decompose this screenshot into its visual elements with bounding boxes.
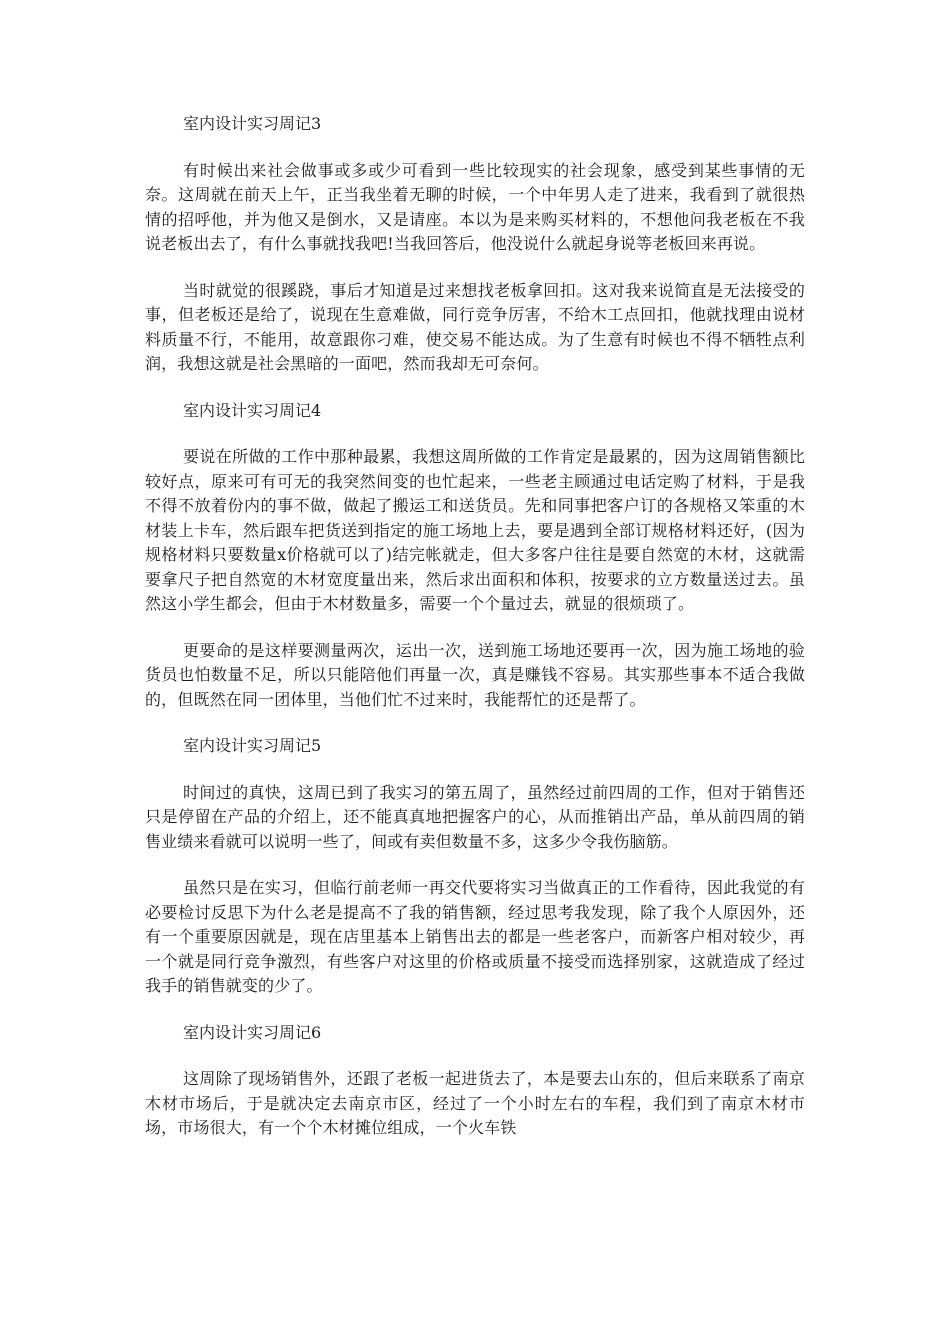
paragraph: 虽然只是在实习，但临行前老师一再交代要将实习当做真正的工作看待，因此我觉的有必要检讨反思下为什么老是提高不了我的销售额，经过思考我发现，除了我个人原因外，还有一个重要原因就是，现在店里基本上销售出去的都是一些老客户，而新客户相对较少，再一个就是同行竞争激烈，有些客户对这里的价格或质量不接受而选择别家，这就造成了经过我手的销售就变的少了。: [145, 878, 805, 995]
paragraph: 有时候出来社会做事或多或少可看到一些比较现实的社会现象，感受到某些事情的无奈。这周就在前天上午，正当我坐着无聊的时候，一个中年男人走了进来，我看到了就很热情的招呼他，并为他又是倒水，又是请座。本以为是来购买材料的，不想他问我老板在不我说老板出去了，有什么事就找我吧!当我回答后，他没说什么就起身说等老板回来再说。: [145, 160, 805, 253]
paragraph: 当时就觉的很蹊跷，事后才知道是过来想找老板拿回扣。这对我来说简直是无法接受的事，但老板还是给了，说现在生意难做，同行竞争厉害，不给木工点回扣，他就找理由说材料质量不行，不能用，故意跟你刁难，使交易不能达成。为了生意有时候也不得不牺牲点利润，我想这就是社会黑暗的一面吧，然而我却无可奈何。: [145, 280, 805, 373]
paragraph: 这周除了现场销售外，还跟了老板一起进货去了，本是要去山东的，但后来联系了南京木材市场后，于是就决定去南京市区，经过了一个小时左右的车程，我们到了南京木材市场，市场很大，有一个个木材摊位组成，一个火车铁: [145, 1069, 805, 1137]
section-title-week5: 室内设计实习周记5: [183, 736, 322, 755]
section-title-week3: 室内设计实习周记3: [183, 114, 322, 133]
section-title-week6: 室内设计实习周记6: [183, 1022, 322, 1042]
paragraph: 更要命的是这样要测量两次，运出一次，送到施工场地还要再一次，因为施工场地的验货员也怕数量不足，所以只能陪他们再量一次，真是赚钱不容易。其实那些事本不适合我做的，但既然在同一团体里，当他们忙不过来时，我能帮忙的还是帮了。: [145, 640, 805, 709]
section-title-week4: 室内设计实习周记4: [183, 400, 322, 420]
paragraph: 要说在所做的工作中那种最累，我想这周所做的工作肯定是最累的，因为这周销售额比较好点，原来可有可无的我突然间变的也忙起来，一些老主顾通过电话定购了材料，于是我不得不放着份内的事不做，做起了搬运工和送货员。先和同事把客户订的各规格又笨重的木材装上卡车，然后跟车把货送到指定的施工场地上去，要是遇到全部订规格材料还好，(因为规格材料只要数量x价格就可以了)结完帐就走，但大多客户往往是要自然宽的木材，这就需要拿尺子把自然宽的木材宽度量出来，然后求出面积和体积，按要求的立方数量送过去。虽然这小学生都会，但由于木材数量多，需要一个个量过去，就显的很烦琐了。: [145, 447, 805, 613]
paragraph: 时间过的真快，这周已到了我实习的第五周了，虽然经过前四周的工作，但对于销售还只是停留在产品的介绍上，还不能真真地把握客户的心，从而推销出产品，单从前四周的销售业绩来看就可以说明一些了，间或有卖但数量不多，这多少令我伤脑筋。: [145, 782, 805, 851]
document-body: [145, 112, 805, 1141]
